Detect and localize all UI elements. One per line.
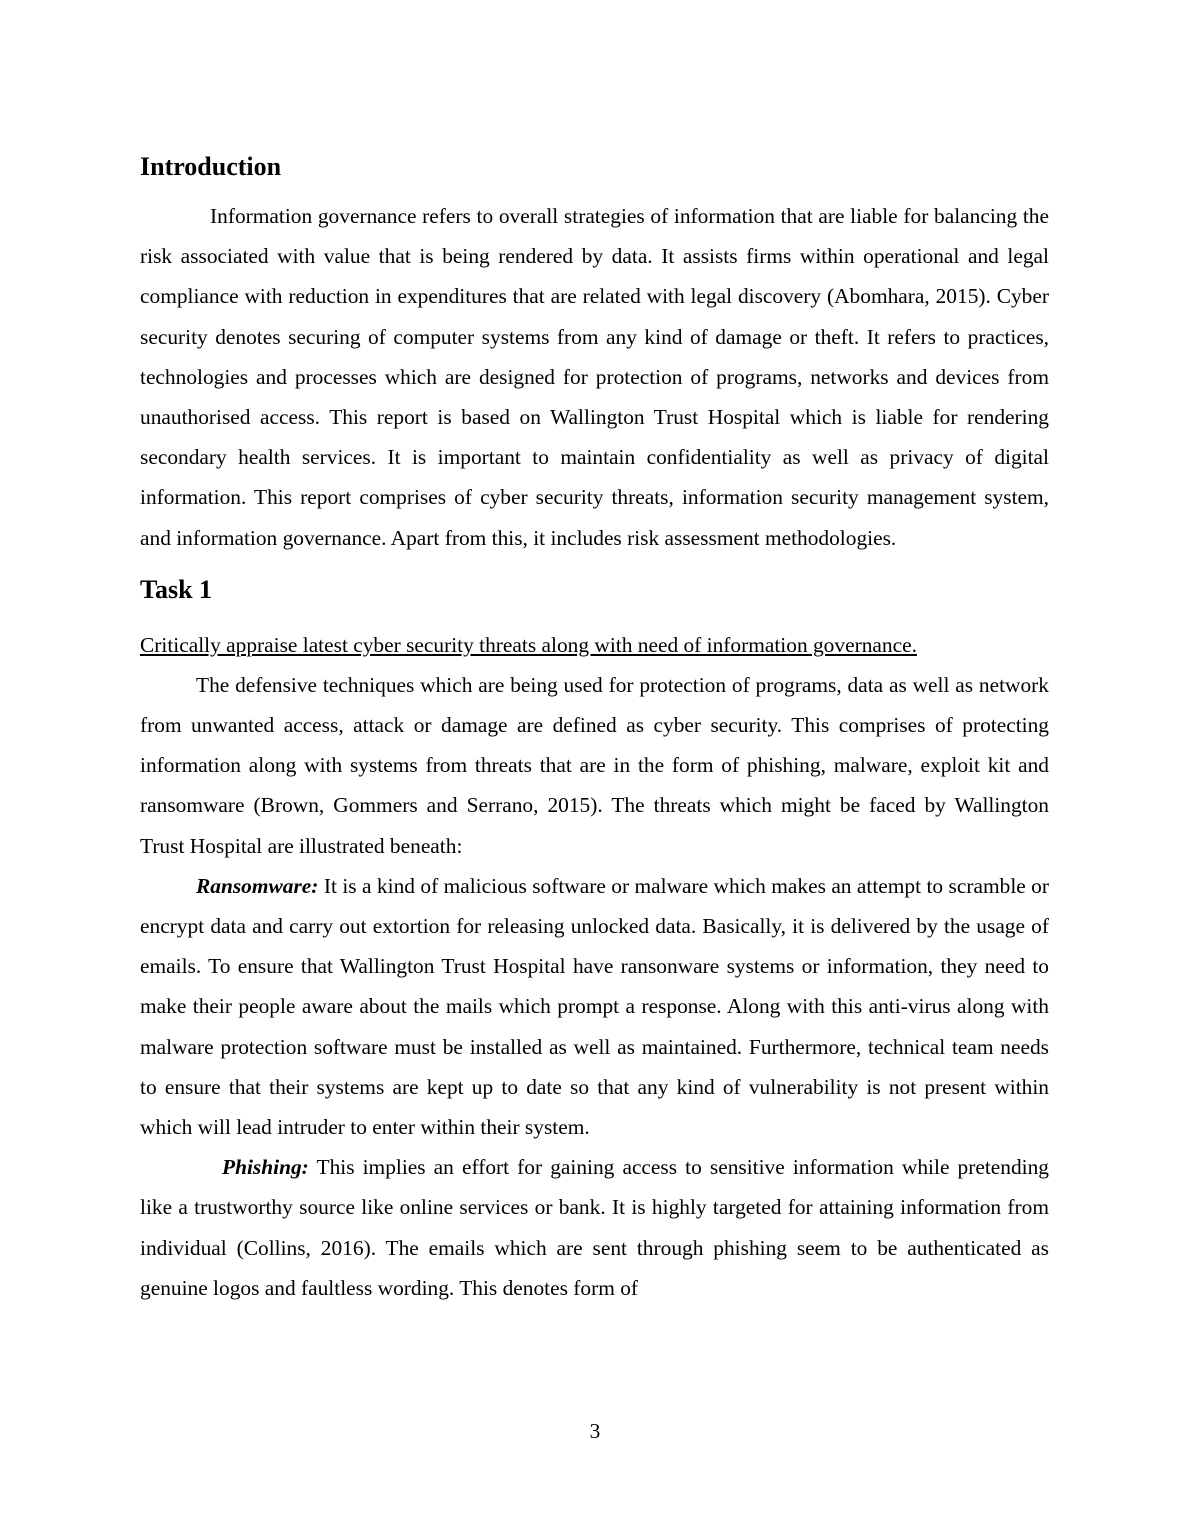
introduction-paragraph: Information governance refers to overall strategies of information that are liable for balancing the risk associated with value that is being rendered by data. It assists firms within operational and legal compliance with reduction in expenditures that are related with legal discovery (Abomhara, 2015). Cyber security denotes securing of computer systems from any kind of damage or theft. It refers to practices, technologies and processes which are designed for protection of programs, networks and devices from unauthorised access. This report is based on Wallington Trust Hospital which is liable for rendering secondary health services. It is important to maintain confidentiality as well as privacy of digital information. This report comprises of cyber security threats, information security management system, and information governance. Apart from this, it includes risk assessment methodologies. bbox=[140, 204, 1049, 550]
task1-paragraph: The defensive techniques which are being used for protection of programs, data as well as network from unwanted access, attack or damage are defined as cyber security. This comprises of protecting information along with systems from threats that are in the form of phishing, malware, exploit kit and ransomware (Brown, Gommers and Serrano, 2015). The threats which might be faced by Wallington Trust Hospital are illustrated beneath: bbox=[140, 672, 1049, 858]
ransomware-text: It is a kind of malicious software or malware which makes an attempt to scramble or encrypt data and carry out extortion for releasing unlocked data. Basically, it is delivered by the usage of emails. To ensure that Wallington Trust Hospital have ransonware systems or information, they need to make their people aware about the mails which prompt a response. Along with this anti-virus along with malware protection software must be installed as well as maintained. Furthermore, technical team needs to ensure that their systems are kept up to date so that any kind of vulnerability is not present within which will lead intruder to enter within their system. bbox=[140, 873, 1049, 1140]
task1-subtitle: Critically appraise latest cyber security threats along with need of information governance. bbox=[140, 632, 917, 657]
phishing-paragraph bbox=[140, 1147, 1049, 1308]
phishing-text: This implies an effort for gaining access to sensitive information while pretending like a trustworthy source like online services or bank. It is highly targeted for attaining information from individual (Collins, 2016). The emails which are sent through phishing seem to be authenticated as genuine logos and faultless wording. This denotes form of bbox=[140, 1155, 1049, 1300]
page-content bbox=[140, 148, 1049, 1308]
introduction-heading: Introduction bbox=[140, 152, 282, 181]
phishing-label: Phishing: bbox=[222, 1155, 309, 1180]
page-number: 3 bbox=[589, 1419, 601, 1443]
task1-heading: Task 1 bbox=[140, 574, 213, 604]
ransomware-label: Ransomware: bbox=[196, 873, 319, 898]
ransomware-paragraph bbox=[140, 866, 1049, 1147]
